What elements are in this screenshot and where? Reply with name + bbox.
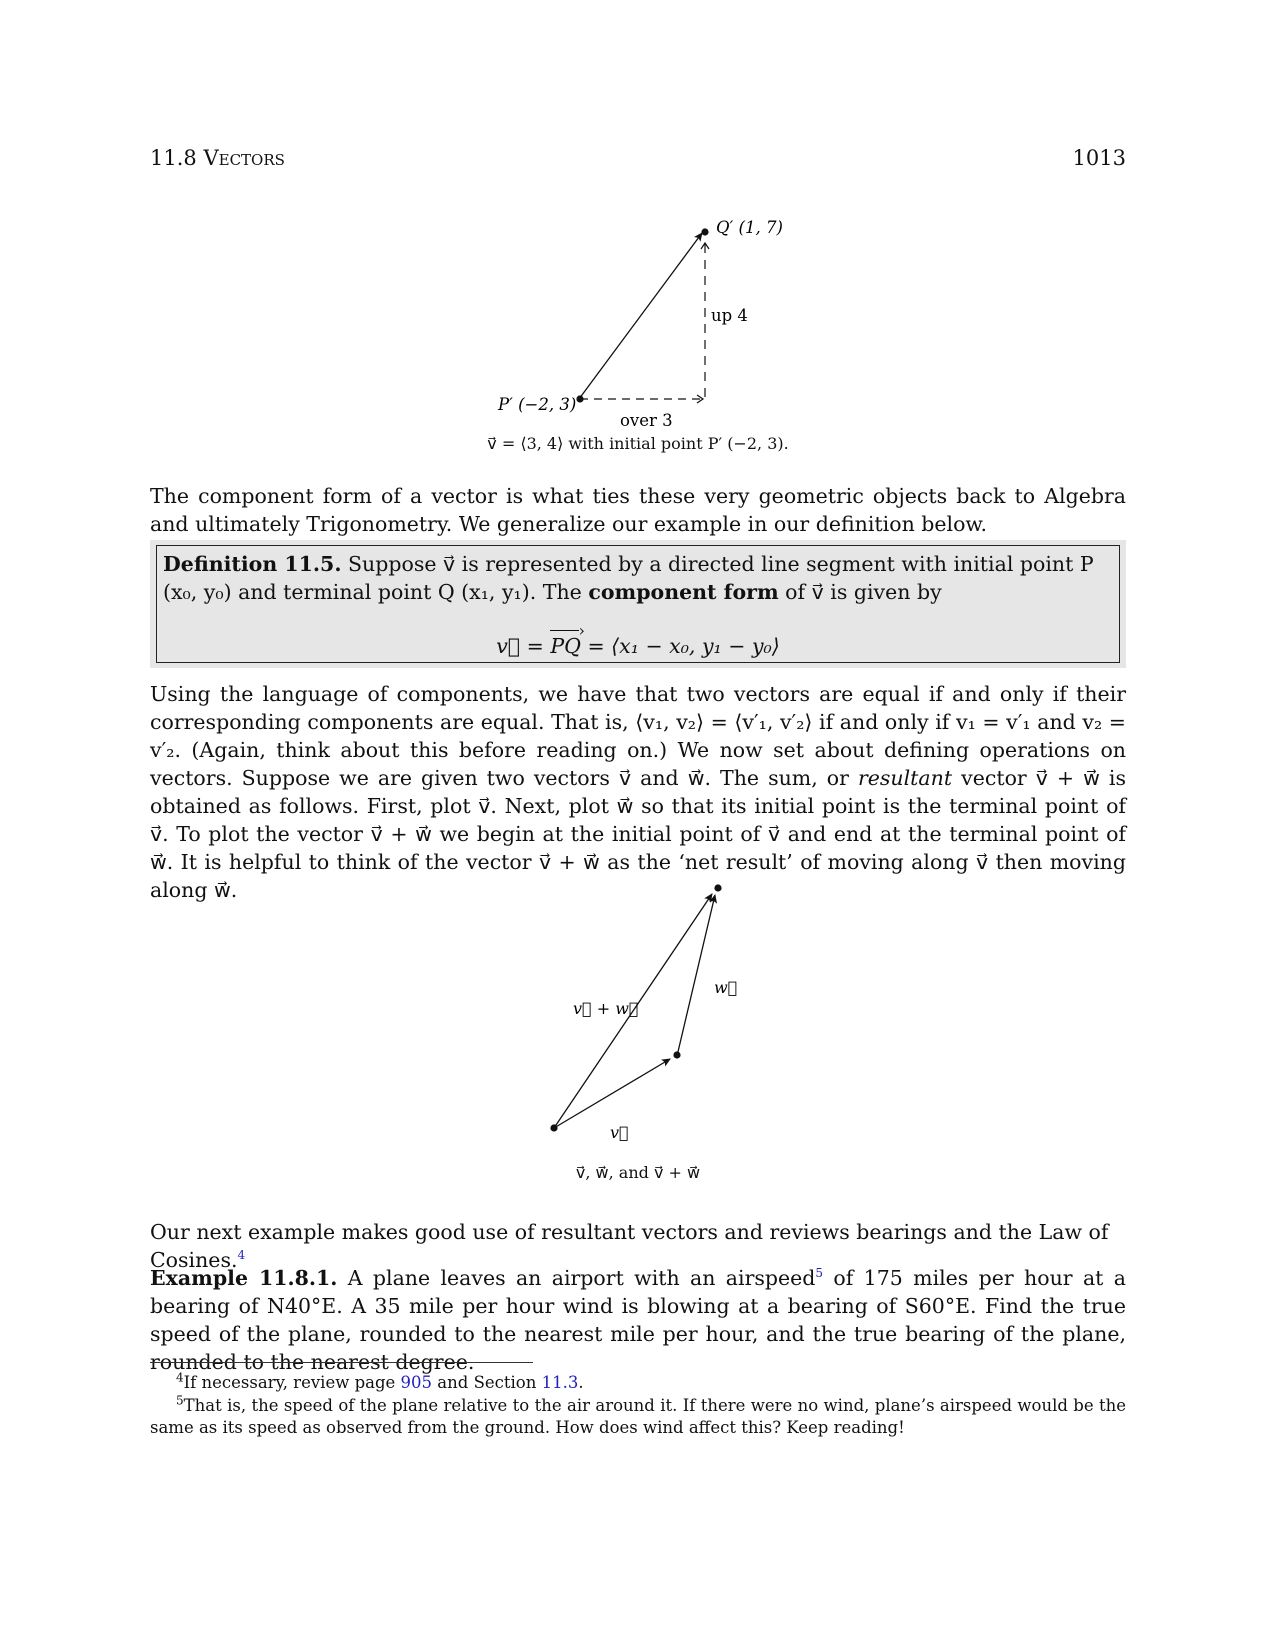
definition-title: Definition 11.5. — [163, 552, 342, 576]
paragraph-vector-sum-part2: vector v⃗ + w⃗ is obtained as follows. First, plot v⃗. Next, plot w⃗ so that its initial point is the terminal point of v⃗. To plot the vector v⃗ + w⃗ we begin at the initial point of v⃗ and end at the terminal point of w⃗. It is helpful to think of the vector v⃗ + w⃗ as the ‘net result’ of moving along v⃗ then moving along w⃗. — [150, 766, 1126, 902]
example-11-8-1 — [150, 1264, 1126, 1376]
figure-vector-component — [0, 0, 1275, 450]
run-label: over 3 — [620, 411, 673, 430]
definition-formula — [157, 632, 1119, 660]
footnote-5 — [150, 1395, 1126, 1439]
definition-box — [150, 540, 1126, 668]
footnote-ref-5[interactable]: 5 — [815, 1266, 824, 1281]
footnote-4-text-b: and Section — [437, 1373, 537, 1392]
page-number: 1013 — [1072, 146, 1126, 170]
definition-text-b: of v⃗ is given by — [785, 580, 942, 604]
formula-rhs: = ⟨x₁ − x₀, y₁ − y₀⟩ — [587, 634, 780, 658]
point-p — [576, 395, 583, 402]
origin-point — [550, 1124, 557, 1131]
paragraph-component-form: The component form of a vector is what ties these very geometric objects back to Algebra and ultimately Trigonometry. We generalize our example in our definition below. — [150, 484, 1126, 536]
definition-term: component form — [588, 580, 779, 604]
rise-label: up 4 — [711, 306, 748, 325]
example-title: Example 11.8.1. — [150, 1266, 338, 1290]
point-q — [701, 228, 708, 235]
definition-text-a: Suppose v⃗ is represented by a directed line segment with initial point P (x₀, y₀) and terminal point Q (x₁, y₁). The — [163, 552, 1094, 604]
figure2-caption: v⃗, w⃗, and v⃗ + w⃗ — [575, 1163, 701, 1182]
footnote-rule — [150, 1362, 533, 1363]
footnote-4-text-a: If necessary, review page — [183, 1373, 396, 1392]
section-title: Vectors — [203, 146, 285, 170]
label-v-plus-w: v⃗ + w⃗ — [573, 999, 639, 1018]
footnote-4-mark: 4 — [176, 1370, 184, 1385]
v-terminal-point — [673, 1051, 680, 1058]
figure1-caption: v⃗ = ⟨3, 4⟩ with initial point P′ (−2, 3). — [487, 434, 789, 453]
link-section-11-3[interactable]: 11.3 — [541, 1373, 579, 1392]
label-w: w⃗ — [714, 978, 738, 997]
footnote-4 — [150, 1372, 1126, 1394]
link-page-905[interactable]: 905 — [400, 1373, 433, 1392]
example-text-a: A plane leaves an airport with an airspeed — [347, 1266, 816, 1290]
vector-arrow — [579, 233, 702, 399]
paragraph-vector-sum-part1: Using the language of components, we have that two vectors are equal if and only if their corresponding components are equal. That is, ⟨v₁, v₂⟩ = ⟨v′₁, v′₂⟩ if and only if v₁ = v′₁ and v₂ = v′₂. (Again, think about this before reading on.) We now set about defining operations on vectors. Suppose we are given two vectors v⃗ and w⃗. The sum, or — [150, 682, 1126, 790]
footnote-4-period: . — [578, 1373, 584, 1392]
figure-vector-addition — [0, 860, 1275, 1160]
vector-w-arrow — [677, 895, 715, 1056]
section-number: 11.8 — [150, 146, 197, 170]
point-q-label: Q′ (1, 7) — [716, 218, 783, 237]
w-terminal-point — [714, 884, 721, 891]
formula-pq-vector: PQ › — [550, 632, 581, 660]
point-p-label: P′ (−2, 3) — [498, 395, 577, 414]
vector-v-arrow — [554, 1059, 670, 1128]
resultant-term: resultant — [857, 766, 953, 790]
footnote-ref-4[interactable]: 4 — [237, 1248, 246, 1263]
label-v: v⃗ — [610, 1123, 629, 1142]
footnote-5-mark: 5 — [176, 1393, 184, 1408]
paragraph-next-example-text: Our next example makes good use of resultant vectors and reviews bearings and the Law of Cosines. — [150, 1220, 1109, 1272]
formula-lhs: v⃗ = — [496, 634, 544, 658]
example-text-b: of 175 miles per hour at a bearing of N40°E. A 35 mile per hour wind is blowing at a bearing of S60°E. Find the true speed of the plane, rounded to the nearest mile per hour, and the true bearing of the plane, rounded to the nearest degree. — [150, 1266, 1126, 1374]
footnote-5-text: That is, the speed of the plane relative to the air around it. If there were no wind, plane’s airspeed would be the same as its speed as observed from the ground. How does wind affect this? Keep reading! — [150, 1396, 1126, 1437]
